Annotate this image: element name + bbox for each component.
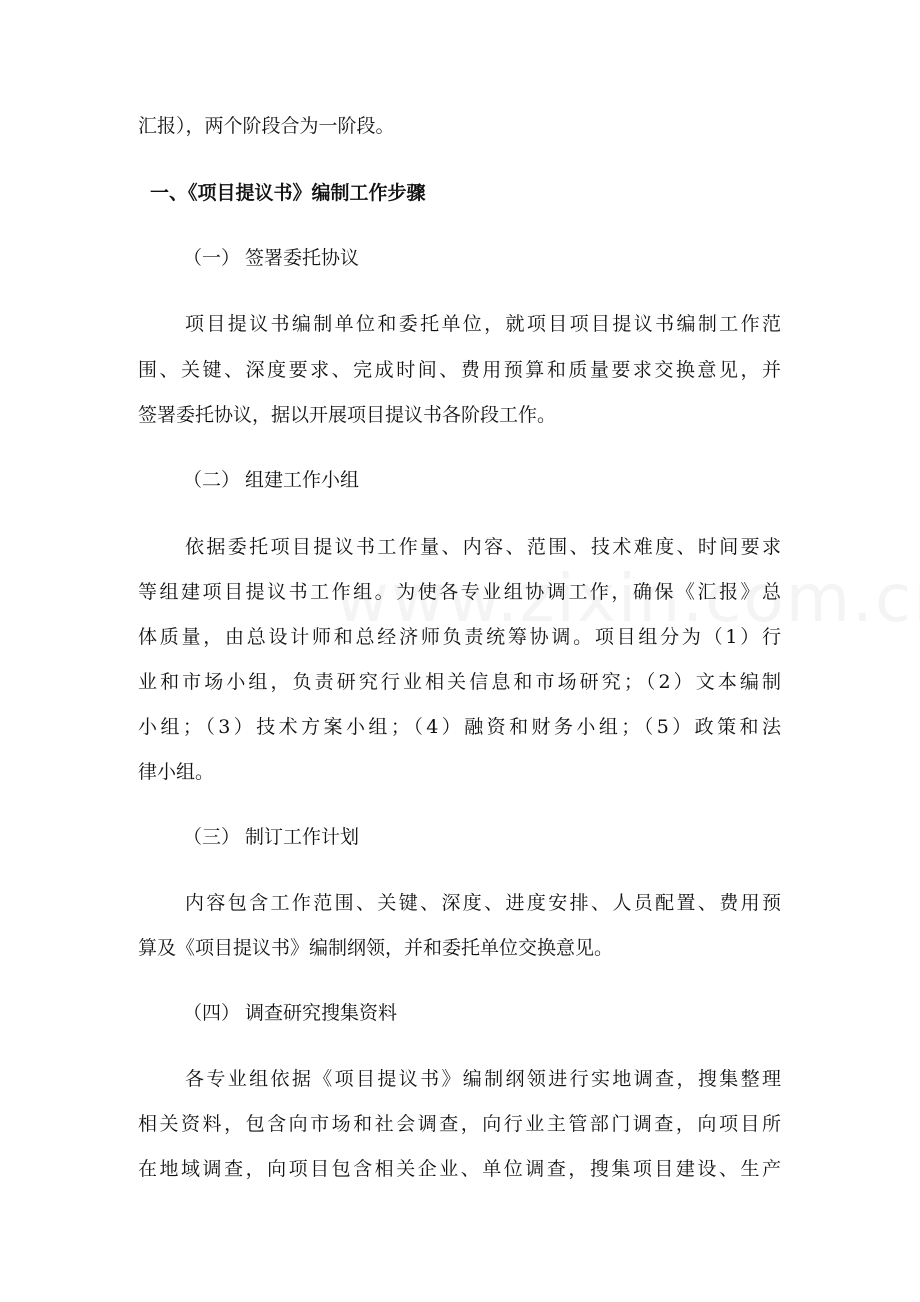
paragraph-2-line: 等组建项目提议书工作组。为使各专业组协调工作，确保《汇报》总 [138,581,781,603]
subheading-4 [183,1002,397,1024]
paragraph-4-line: 各专业组依据《项目提议书》编制纲领进行实地调查，搜集整理 [185,1068,781,1090]
subheading-1 [183,247,359,269]
subheading-4-title: 调查研究搜集资料 [245,1002,398,1024]
paragraph-2-line: 业和市场小组，负责研究行业相关信息和市场研究；（2）文本编制 [138,671,781,693]
subheading-4-number: （四） [183,1002,241,1024]
subheading-2-number: （二） [183,469,241,491]
intro-line: 汇报），两个阶段合为一阶段。 [138,115,395,137]
subheading-1-title: 签署委托协议 [245,247,360,269]
subheading-3-title: 制订工作计划 [245,826,360,848]
subheading-3 [183,826,359,848]
subheading-1-number: （一） [183,247,241,269]
section-heading: 一、《项目提议书》编制工作步骤 [150,182,426,204]
paragraph-1-line: 签署委托协议，据以开展项目提议书各阶段工作。 [138,404,557,426]
subheading-2 [183,469,359,491]
paragraph-1-line: 项目提议书编制单位和委托单位，就项目项目提议书编制工作范 [185,313,781,335]
paragraph-2-line: 小组；（3）技术方案小组；（4）融资和财务小组；（5）政策和法 [138,716,781,738]
paragraph-2-line: 律小组。 [138,761,215,783]
paragraph-2-line: 体质量，由总设计师和总经济师负责统筹协调。项目组分为（1）行 [138,626,781,648]
paragraph-4-line: 在地域调查，向项目包含相关企业、单位调查，搜集项目建设、生产 [138,1158,781,1180]
paragraph-3-line: 算及《项目提议书》编制纲领，并和委托单位交换意见。 [138,937,614,959]
subheading-2-title: 组建工作小组 [245,469,360,491]
paragraph-3-line: 内容包含工作范围、关键、深度、进度安排、人员配置、费用预 [185,892,781,914]
paragraph-1-line: 围、关键、深度要求、完成时间、费用预算和质量要求交换意见，并 [138,359,781,381]
subheading-3-number: （三） [183,826,241,848]
paragraph-2-line: 依据委托项目提议书工作量、内容、范围、技术难度、时间要求 [185,536,781,558]
paragraph-4-line: 相关资料，包含向市场和社会调查，向行业主管部门调查，向项目所 [138,1113,781,1135]
